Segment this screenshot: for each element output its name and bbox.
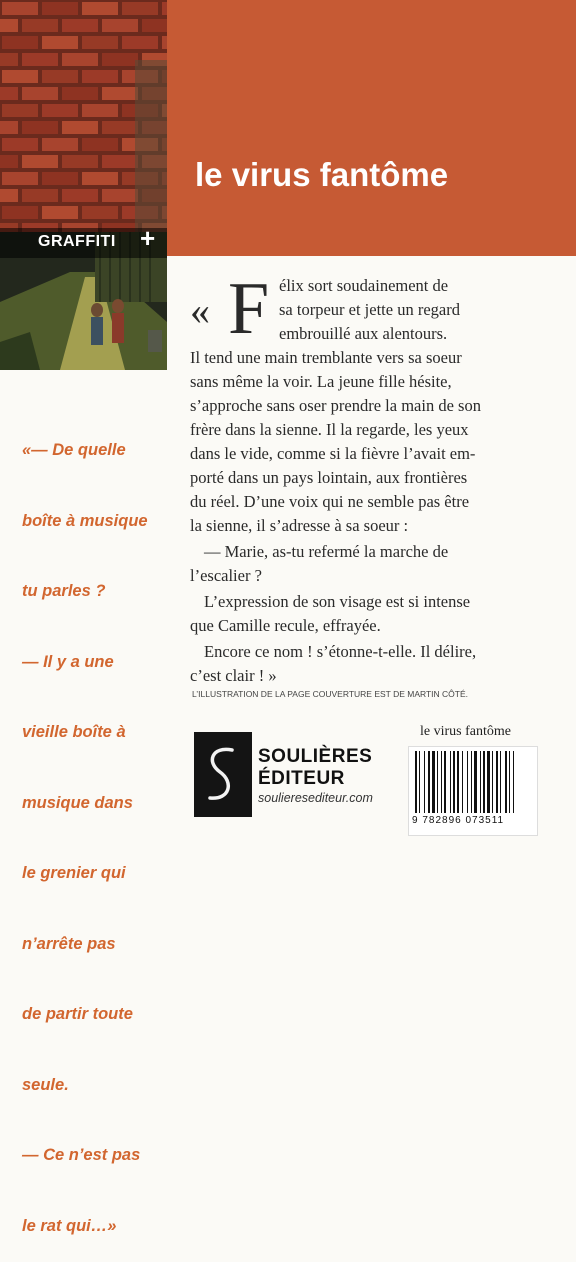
dialogue-line: seule.: [22, 1075, 69, 1094]
dialogue-line: vieille boîte à: [22, 723, 126, 741]
brick: [2, 138, 38, 151]
barcode-bar: [441, 751, 442, 813]
title-band: [167, 0, 576, 256]
excerpt-line: la sienne, il s’adresse à sa soeur :: [190, 516, 409, 535]
brick: [42, 36, 78, 49]
barcode-title: le virus fantôme: [420, 724, 511, 739]
barcode-bar: [444, 751, 446, 813]
barcode-bar: [432, 751, 435, 813]
barcode-bar: [480, 751, 481, 813]
dialogue-line: le rat qui…»: [22, 1216, 117, 1235]
brick: [0, 19, 18, 32]
excerpt-line: — Marie, as-tu refermé la marche de: [204, 542, 449, 561]
barcode-bar: [487, 751, 490, 813]
brick: [2, 172, 38, 185]
dialogue-quote: [22, 392, 172, 1262]
barcode-bar: [500, 751, 501, 813]
publisher-website: soulieresediteur.com: [258, 791, 373, 805]
excerpt-line: élix sort soudainement de: [279, 276, 449, 295]
brick: [82, 104, 118, 117]
dialogue-line: boîte à musique: [22, 511, 148, 530]
barcode-bar: [437, 751, 438, 813]
excerpt-line: s’approche sans oser prendre la main de son: [190, 396, 481, 415]
barcode-bar: [415, 751, 417, 813]
barcode-bar: [471, 751, 472, 813]
publisher-logo: [194, 732, 252, 817]
barcode-bar: [457, 751, 459, 813]
excerpt-line: du réel. D’une voix qui ne semble pas être: [190, 492, 470, 511]
isbn-number: 9 782896 073511: [412, 815, 505, 826]
brick: [82, 138, 118, 151]
excerpt-line: que Camille recule, effrayée.: [190, 616, 381, 635]
brick: [22, 121, 58, 134]
illustration-credit: L’ILLUSTRATION DE LA PAGE COUVERTURE EST DE MARTIN CÔTÉ.: [192, 689, 468, 699]
drop-cap: F: [228, 268, 270, 350]
brick: [0, 189, 18, 202]
brick: [0, 87, 18, 100]
brick: [42, 206, 78, 219]
excerpt-line: frère dans la sienne. Il la regarde, les yeux: [190, 420, 469, 439]
barcode-bar: [474, 751, 477, 813]
brick: [2, 2, 38, 15]
brick: [0, 121, 18, 134]
barcode-bar: [496, 751, 498, 813]
brick: [2, 104, 38, 117]
excerpt-line: c’est clair ! »: [190, 666, 277, 685]
brick: [22, 189, 58, 202]
barcode-bar: [419, 751, 420, 813]
barcode-bar: [453, 751, 455, 813]
brick: [62, 121, 98, 134]
book-title: le virus fantôme: [195, 156, 449, 193]
publisher-subtitle: ÉDITEUR: [258, 768, 345, 789]
excerpt-line: L’expression de son visage est si intense: [204, 592, 471, 611]
barcode-bar: [424, 751, 425, 813]
brick: [102, 19, 138, 32]
brick: [102, 87, 138, 100]
barcode-bar: [509, 751, 510, 813]
excerpt-line: embrouillé aux alentours.: [279, 324, 448, 343]
barcode-bar: [483, 751, 485, 813]
brick: [82, 172, 118, 185]
dialogue-line: le grenier qui: [22, 864, 126, 882]
brick: [0, 53, 18, 66]
brick: [82, 2, 118, 15]
barcode-bar: [428, 751, 430, 813]
brick: [42, 2, 78, 15]
brick: [62, 53, 98, 66]
brick: [22, 87, 58, 100]
barcode-bar: [450, 751, 451, 813]
dialogue-line: musique dans: [22, 793, 133, 812]
brick: [102, 155, 138, 168]
brick: [122, 36, 158, 49]
brick: [82, 206, 118, 219]
dialogue-line: tu parles ?: [22, 582, 106, 600]
brick: [82, 70, 118, 83]
brick: [2, 206, 38, 219]
excerpt-line: sans même la voir. La jeune fille hésite,: [190, 372, 452, 391]
brick: [102, 121, 138, 134]
brick: [42, 138, 78, 151]
brick: [2, 36, 38, 49]
excerpt-line: Il tend une main tremblante vers sa soeur: [190, 348, 462, 367]
open-quote-mark: «: [190, 288, 210, 333]
brick: [22, 53, 58, 66]
dialogue-line: — Il y a une: [22, 652, 114, 671]
excerpt-line: Encore ce nom ! s’étonne-t-elle. Il délire,: [204, 642, 477, 661]
cover-illustration: [0, 0, 167, 370]
dialogue-line: n’arrête pas: [22, 934, 116, 953]
brick: [22, 155, 58, 168]
barcode-bar: [492, 751, 493, 813]
dialogue-line: de partir toute: [22, 1005, 133, 1023]
dialogue-line: «— De quelle: [22, 441, 126, 459]
brick-wall-image: [0, 0, 167, 232]
brick: [62, 19, 98, 32]
brick: [102, 53, 138, 66]
brick: [82, 36, 118, 49]
brick: [42, 172, 78, 185]
barcode-bar: [513, 751, 514, 813]
excerpt-line: dans le vide, comme si la fièvre l’avait em-: [190, 444, 476, 463]
brick: [62, 189, 98, 202]
brick: [142, 19, 167, 32]
brick: [22, 19, 58, 32]
series-plus-icon: +: [140, 223, 156, 253]
barcode-bar: [467, 751, 468, 813]
excerpt-line: l’escalier ?: [190, 566, 262, 585]
publisher-name: SOULIÈRES: [258, 746, 373, 767]
barcode-bar: [462, 751, 463, 813]
series-name: GRAFFITI: [38, 233, 116, 250]
brick: [2, 70, 38, 83]
brick: [42, 70, 78, 83]
brick: [62, 87, 98, 100]
excerpt-line: porté dans un pays lointain, aux frontières: [190, 468, 468, 487]
dialogue-line: — Ce n’est pas: [22, 1146, 141, 1164]
brick: [62, 155, 98, 168]
brick: [42, 104, 78, 117]
brick: [122, 2, 158, 15]
brick: [0, 155, 18, 168]
excerpt-line: sa torpeur et jette un regard: [279, 300, 460, 319]
barcode-bar: [505, 751, 507, 813]
brick: [102, 189, 138, 202]
